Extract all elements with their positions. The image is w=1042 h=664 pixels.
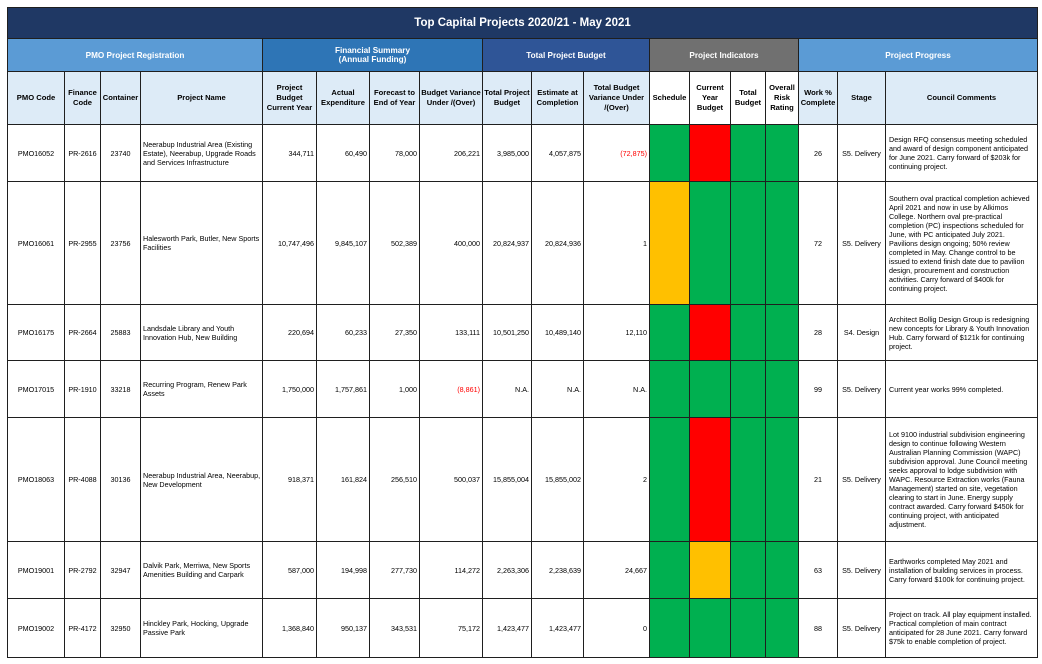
- cell-forecast: 256,510: [370, 418, 420, 542]
- cell-council-comments: Architect Bollig Design Group is redesigning new concepts for Library & Youth Innovation Hub. Carry forward of $121k for continuing project.: [886, 305, 1038, 361]
- cell-work-complete: 99: [799, 361, 838, 418]
- cell-estimate: 10,489,140: [532, 305, 584, 361]
- capital-projects-table: [7, 7, 1038, 658]
- cell-project-name: Hinckley Park, Hocking, Upgrade Passive Park: [141, 599, 263, 658]
- indicator-total-budget: [731, 599, 766, 658]
- cell-stage: S5. Delivery: [838, 418, 886, 542]
- indicator-current-year-budget: [690, 182, 731, 305]
- cell-work-complete: 63: [799, 542, 838, 599]
- cell-actual-expenditure: 161,824: [317, 418, 370, 542]
- cell-pmo-code: PMO16061: [8, 182, 65, 305]
- cell-actual-expenditure: 194,998: [317, 542, 370, 599]
- cell-finance-code: PR-4172: [65, 599, 101, 658]
- cell-budget-variance: 114,272: [420, 542, 483, 599]
- col-estimate: Estimate at Completion: [532, 72, 584, 125]
- cell-pmo-code: PMO17015: [8, 361, 65, 418]
- cell-stage: S5. Delivery: [838, 125, 886, 182]
- table-row: [8, 418, 1038, 542]
- cell-container: 33218: [101, 361, 141, 418]
- indicator-current-year-budget: [690, 542, 731, 599]
- cell-total-variance: 1: [584, 182, 650, 305]
- cell-council-comments: Current year works 99% completed.: [886, 361, 1038, 418]
- col-actual-expenditure: Actual Expenditure: [317, 72, 370, 125]
- cell-finance-code: PR-2616: [65, 125, 101, 182]
- cell-work-complete: 28: [799, 305, 838, 361]
- cell-total-variance: 2: [584, 418, 650, 542]
- col-current-year-budget: Current Year Budget: [690, 72, 731, 125]
- indicator-schedule: [650, 182, 690, 305]
- cell-work-complete: 72: [799, 182, 838, 305]
- cell-container: 32947: [101, 542, 141, 599]
- cell-budget-current-year: 587,000: [263, 542, 317, 599]
- cell-total-project-budget: 2,263,306: [483, 542, 532, 599]
- indicator-risk-rating: [766, 305, 799, 361]
- cell-budget-variance: 75,172: [420, 599, 483, 658]
- cell-total-project-budget: 15,855,004: [483, 418, 532, 542]
- cell-estimate: 2,238,639: [532, 542, 584, 599]
- cell-container: 32950: [101, 599, 141, 658]
- cell-project-name: Neerabup Industrial Area, Neerabup, New Development: [141, 418, 263, 542]
- cell-budget-current-year: 1,368,840: [263, 599, 317, 658]
- cell-forecast: 27,350: [370, 305, 420, 361]
- indicator-total-budget: [731, 361, 766, 418]
- cell-finance-code: PR-1910: [65, 361, 101, 418]
- cell-stage: S5. Delivery: [838, 599, 886, 658]
- cell-work-complete: 26: [799, 125, 838, 182]
- cell-council-comments: Project on track. All play equipment installed. Practical completion of main contract anticipated for 28 June 2021. Carry forward $75k to enable completion of project.: [886, 599, 1038, 658]
- cell-stage: S5. Delivery: [838, 182, 886, 305]
- cell-total-project-budget: 1,423,477: [483, 599, 532, 658]
- cell-actual-expenditure: 1,757,861: [317, 361, 370, 418]
- indicator-risk-rating: [766, 125, 799, 182]
- col-container: Container: [101, 72, 141, 125]
- cell-total-project-budget: 10,501,250: [483, 305, 532, 361]
- cell-estimate: 15,855,002: [532, 418, 584, 542]
- cell-council-comments: Design RFQ consensus meeting scheduled and award of design component anticipated for June 2021. Carry forward of $203k for continuing project.: [886, 125, 1038, 182]
- cell-total-variance: N.A.: [584, 361, 650, 418]
- indicator-risk-rating: [766, 599, 799, 658]
- cell-forecast: 1,000: [370, 361, 420, 418]
- col-stage: Stage: [838, 72, 886, 125]
- col-budget-variance: Budget Variance Under /(Over): [420, 72, 483, 125]
- cell-council-comments: Earthworks completed May 2021 and installation of building services in process. Carry forward $100k for continuing project.: [886, 542, 1038, 599]
- table-row: [8, 305, 1038, 361]
- cell-finance-code: PR-2792: [65, 542, 101, 599]
- cell-total-project-budget: 20,824,937: [483, 182, 532, 305]
- cell-total-project-budget: N.A.: [483, 361, 532, 418]
- indicator-risk-rating: [766, 418, 799, 542]
- indicator-schedule: [650, 599, 690, 658]
- indicator-current-year-budget: [690, 125, 731, 182]
- financial-summary-line2: (Annual Funding): [338, 55, 407, 64]
- indicator-current-year-budget: [690, 305, 731, 361]
- cell-total-variance: 24,667: [584, 542, 650, 599]
- cell-project-name: Halesworth Park, Butler, New Sports Facilities: [141, 182, 263, 305]
- cell-pmo-code: PMO19002: [8, 599, 65, 658]
- cell-total-variance: (72,875): [584, 125, 650, 182]
- cell-work-complete: 88: [799, 599, 838, 658]
- cell-forecast: 78,000: [370, 125, 420, 182]
- report-container: [7, 7, 1037, 658]
- group-project-progress: Project Progress: [799, 39, 1038, 72]
- cell-container: 25883: [101, 305, 141, 361]
- indicator-total-budget: [731, 182, 766, 305]
- indicator-schedule: [650, 125, 690, 182]
- cell-actual-expenditure: 60,233: [317, 305, 370, 361]
- cell-container: 30136: [101, 418, 141, 542]
- cell-estimate: 4,057,875: [532, 125, 584, 182]
- cell-container: 23756: [101, 182, 141, 305]
- cell-total-variance: 0: [584, 599, 650, 658]
- cell-council-comments: Southern oval practical completion achieved April 2021 and now in use by Alkimos College. Northern oval pre-practical completion (PC) inspections scheduled for June, with PC anticipated July 2021. Pavilions design ongoing; 50% review completed in May. Change control to be issued to extend finish date due to pavilion design, procurement and construction activities. Carry forward of $400k for continuing project.: [886, 182, 1038, 305]
- cell-finance-code: PR-4088: [65, 418, 101, 542]
- cell-budget-variance: (8,861): [420, 361, 483, 418]
- financial-summary-line1: Financial Summary: [334, 46, 411, 55]
- indicator-current-year-budget: [690, 599, 731, 658]
- cell-forecast: 502,389: [370, 182, 420, 305]
- cell-finance-code: PR-2955: [65, 182, 101, 305]
- cell-project-name: Recurring Program, Renew Park Assets: [141, 361, 263, 418]
- cell-estimate: 1,423,477: [532, 599, 584, 658]
- cell-budget-variance: 400,000: [420, 182, 483, 305]
- cell-actual-expenditure: 9,845,107: [317, 182, 370, 305]
- col-total-variance: Total Budget Variance Under /(Over): [584, 72, 650, 125]
- group-total-project-budget: Total Project Budget: [483, 39, 650, 72]
- indicator-schedule: [650, 305, 690, 361]
- cell-estimate: 20,824,936: [532, 182, 584, 305]
- indicator-total-budget: [731, 125, 766, 182]
- indicator-risk-rating: [766, 542, 799, 599]
- cell-stage: S5. Delivery: [838, 361, 886, 418]
- cell-forecast: 277,730: [370, 542, 420, 599]
- indicator-schedule: [650, 418, 690, 542]
- indicator-schedule: [650, 542, 690, 599]
- indicator-total-budget: [731, 305, 766, 361]
- cell-pmo-code: PMO16175: [8, 305, 65, 361]
- cell-total-project-budget: 3,985,000: [483, 125, 532, 182]
- table-row: [8, 182, 1038, 305]
- cell-total-variance: 12,110: [584, 305, 650, 361]
- cell-budget-current-year: 918,371: [263, 418, 317, 542]
- col-pmo-code: PMO Code: [8, 72, 65, 125]
- col-finance-code: Finance Code: [65, 72, 101, 125]
- col-risk-rating: Overall Risk Rating: [766, 72, 799, 125]
- table-row: [8, 125, 1038, 182]
- cell-budget-variance: 500,037: [420, 418, 483, 542]
- col-forecast: Forecast to End of Year: [370, 72, 420, 125]
- indicator-current-year-budget: [690, 418, 731, 542]
- group-pmo-registration: PMO Project Registration: [8, 39, 263, 72]
- cell-actual-expenditure: 60,490: [317, 125, 370, 182]
- cell-work-complete: 21: [799, 418, 838, 542]
- col-project-name: Project Name: [141, 72, 263, 125]
- cell-finance-code: PR-2664: [65, 305, 101, 361]
- indicator-total-budget: [731, 542, 766, 599]
- cell-estimate: N.A.: [532, 361, 584, 418]
- cell-actual-expenditure: 950,137: [317, 599, 370, 658]
- group-project-indicators: Project Indicators: [650, 39, 799, 72]
- col-total-project-budget: Total Project Budget: [483, 72, 532, 125]
- indicator-risk-rating: [766, 182, 799, 305]
- group-financial-summary: [263, 39, 483, 72]
- cell-project-name: Neerabup Industrial Area (Existing Estate), Neerabup, Upgrade Roads and Services Infrastructure: [141, 125, 263, 182]
- cell-project-name: Landsdale Library and Youth Innovation Hub, New Building: [141, 305, 263, 361]
- cell-container: 23740: [101, 125, 141, 182]
- report-title: Top Capital Projects 2020/21 - May 2021: [8, 8, 1038, 39]
- col-council-comments: Council Comments: [886, 72, 1038, 125]
- table-row: [8, 599, 1038, 658]
- col-budget-current-year: Project Budget Current Year: [263, 72, 317, 125]
- cell-council-comments: Lot 9100 industrial subdivision engineering design to continue following Western Australian Planning Commission (WAPC) subdivision approval. June Council meeting seeks approval to lodge subdivision with WAPC. Resource Extraction works (Fauna Management) started on site, vegetation clearing to start in June. Energy supply contract awarded. Carry forward $450k for continuing project, with anticipated adjustment.: [886, 418, 1038, 542]
- indicator-current-year-budget: [690, 361, 731, 418]
- cell-stage: S5. Delivery: [838, 542, 886, 599]
- cell-budget-variance: 206,221: [420, 125, 483, 182]
- cell-budget-current-year: 1,750,000: [263, 361, 317, 418]
- cell-budget-current-year: 344,711: [263, 125, 317, 182]
- col-work-complete: Work % Complete: [799, 72, 838, 125]
- cell-budget-current-year: 220,694: [263, 305, 317, 361]
- col-total-budget: Total Budget: [731, 72, 766, 125]
- cell-pmo-code: PMO18063: [8, 418, 65, 542]
- indicator-risk-rating: [766, 361, 799, 418]
- cell-budget-current-year: 10,747,496: [263, 182, 317, 305]
- table-row: [8, 361, 1038, 418]
- cell-forecast: 343,531: [370, 599, 420, 658]
- cell-budget-variance: 133,111: [420, 305, 483, 361]
- table-row: [8, 542, 1038, 599]
- cell-pmo-code: PMO16052: [8, 125, 65, 182]
- indicator-total-budget: [731, 418, 766, 542]
- cell-pmo-code: PMO19001: [8, 542, 65, 599]
- col-schedule: Schedule: [650, 72, 690, 125]
- cell-project-name: Dalvik Park, Merriwa, New Sports Amenities Building and Carpark: [141, 542, 263, 599]
- cell-stage: S4. Design: [838, 305, 886, 361]
- indicator-schedule: [650, 361, 690, 418]
